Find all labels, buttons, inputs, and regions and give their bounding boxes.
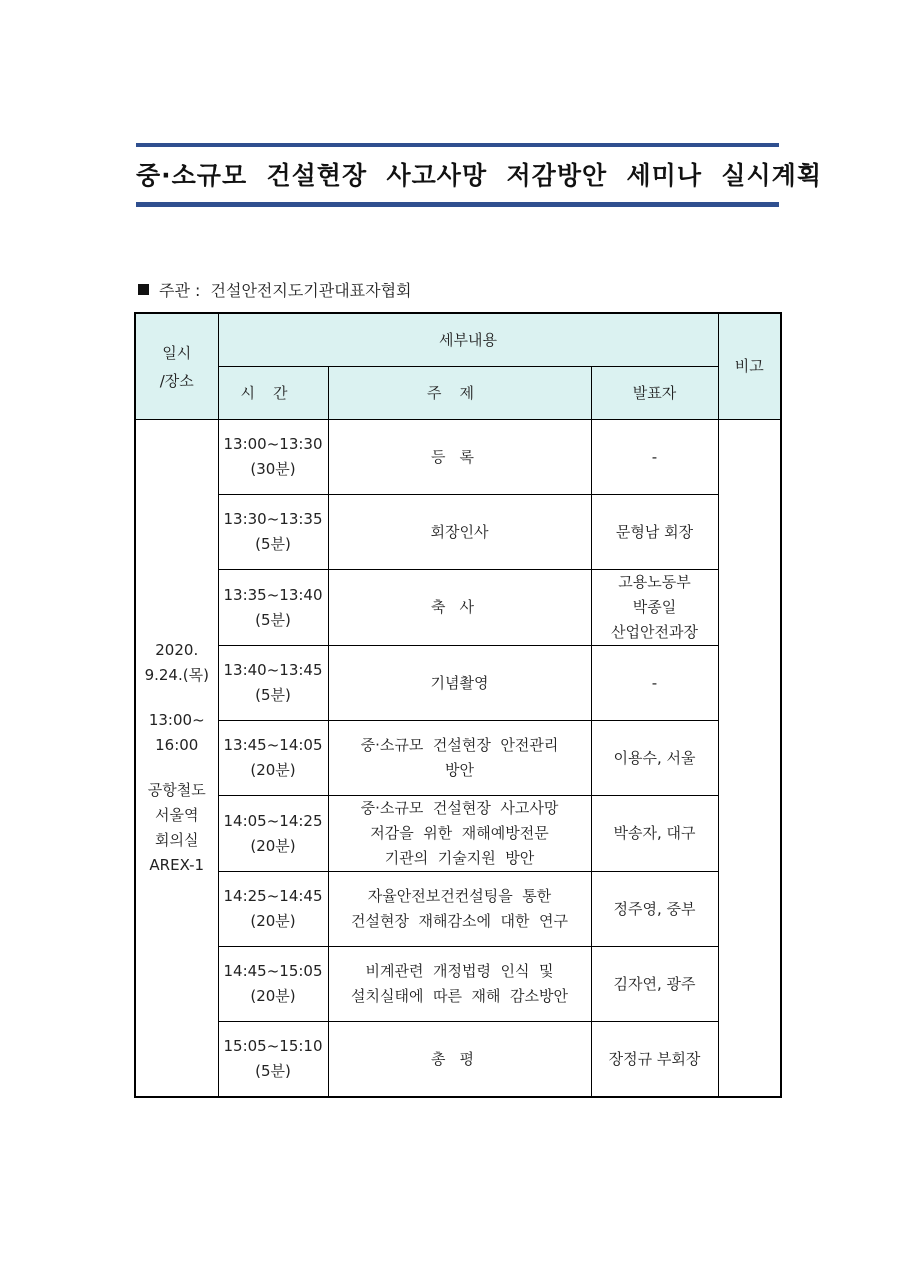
title-rule-bottom (136, 202, 779, 207)
place-line: 공항철도 (147, 781, 206, 799)
presenter-cell: - (591, 420, 718, 495)
time-cell (218, 947, 328, 1022)
time-cell (218, 495, 328, 570)
time-range: 13:00~13:30 (223, 435, 323, 453)
time-range: 14:45~15:05 (223, 962, 323, 980)
topic-line: 비계관련 개정법령 인식 및 (365, 962, 554, 980)
topic-line: 중·소규모 건설현장 사고사망 (360, 799, 559, 817)
header-time: 시간 (218, 367, 328, 420)
header-presenter: 발표자 (591, 367, 718, 420)
time-cell (218, 1022, 328, 1098)
topic-cell (328, 947, 591, 1022)
presenter-line: 고용노동부 (618, 573, 691, 591)
presenter-line: 박종일 (632, 598, 677, 616)
duration: (20분) (250, 987, 296, 1005)
time-cell (218, 721, 328, 796)
organizer-line (138, 278, 412, 301)
document-title: 중·소규모 건설현장 사고사망 저감방안 세미나 실시계획 (136, 161, 822, 190)
table-row (135, 420, 781, 495)
time-cell (218, 796, 328, 872)
duration: (20분) (250, 912, 296, 930)
header-row-1 (135, 313, 781, 367)
table-row (135, 495, 781, 570)
presenter-cell: 문형남 회장 (591, 495, 718, 570)
topic-cell: 기념촬영 (328, 646, 591, 721)
topic-cell: 등록 (328, 420, 591, 495)
time-range: 13:40~13:45 (223, 661, 323, 679)
time-range: 13:30~13:35 (223, 510, 323, 528)
duration: (5분) (255, 1062, 291, 1080)
topic-cell (328, 796, 591, 872)
duration: (5분) (255, 686, 291, 704)
topic-line: 건설현장 재해감소에 대한 연구 (351, 912, 568, 930)
presenter-line: 산업안전과장 (611, 623, 698, 641)
time-cell (218, 420, 328, 495)
table-row (135, 872, 781, 947)
duration: (30분) (250, 460, 296, 478)
topic-line: 저감을 위한 재해예방전문 (370, 824, 549, 842)
duration: (5분) (255, 535, 291, 553)
duration: (20분) (250, 836, 296, 855)
presenter-cell: 장정규 부회장 (591, 1022, 718, 1098)
presenter-cell: 김자연, 광주 (591, 947, 718, 1022)
table-row (135, 570, 781, 646)
date-year: 2020. (155, 641, 199, 659)
date-day: 9.24.(목) (144, 666, 209, 684)
topic-cell: 축사 (328, 570, 591, 646)
place-line: 회의실 (155, 831, 199, 849)
remarks-cell (718, 420, 781, 1098)
topic-cell: 총평 (328, 1022, 591, 1098)
title-band (136, 143, 822, 209)
organizer-text: 주관 : 건설안전지도기관대표자협회 (159, 281, 412, 300)
topic-line: 방안 (445, 761, 474, 779)
header-remarks: 비고 (718, 313, 781, 420)
presenter-cell: 이용수, 서울 (591, 721, 718, 796)
time-start: 13:00~ (148, 711, 205, 729)
topic-cell (328, 872, 591, 947)
time-cell (218, 646, 328, 721)
date-place-cell (135, 420, 218, 1098)
topic-cell: 회장인사 (328, 495, 591, 570)
topic-line: 자율안전보건컨설팅을 통한 (367, 887, 552, 905)
duration: (20분) (250, 761, 296, 779)
time-range: 13:35~13:40 (223, 585, 323, 604)
presenter-cell (591, 570, 718, 646)
time-cell (218, 872, 328, 947)
square-bullet-icon (138, 284, 149, 295)
time-range: 15:05~15:10 (223, 1037, 323, 1055)
time-range: 14:25~14:45 (223, 887, 323, 905)
header-date-place: 일시 /장소 (135, 313, 218, 420)
schedule-table (134, 312, 782, 1098)
duration: (5분) (255, 610, 291, 629)
header-row-2 (135, 367, 781, 420)
table-row (135, 646, 781, 721)
time-end: 16:00 (155, 736, 199, 754)
presenter-cell: - (591, 646, 718, 721)
time-cell (218, 570, 328, 646)
table-row (135, 796, 781, 872)
place-line: 서울역 (155, 806, 199, 824)
presenter-cell: 정주영, 중부 (591, 872, 718, 947)
presenter-cell: 박송자, 대구 (591, 796, 718, 872)
place-line: AREX-1 (149, 856, 205, 874)
topic-line: 설치실태에 따른 재해 감소방안 (351, 987, 568, 1005)
title-rule-top (136, 143, 779, 147)
time-range: 14:05~14:25 (223, 811, 323, 830)
topic-line: 중·소규모 건설현장 안전관리 (360, 736, 559, 754)
table-row (135, 1022, 781, 1098)
table-row (135, 947, 781, 1022)
header-topic: 주제 (328, 367, 591, 420)
header-details: 세부내용 (218, 313, 718, 367)
topic-cell (328, 721, 591, 796)
topic-line: 기관의 기술지원 방안 (384, 849, 535, 867)
table-row (135, 721, 781, 796)
time-range: 13:45~14:05 (223, 736, 323, 754)
